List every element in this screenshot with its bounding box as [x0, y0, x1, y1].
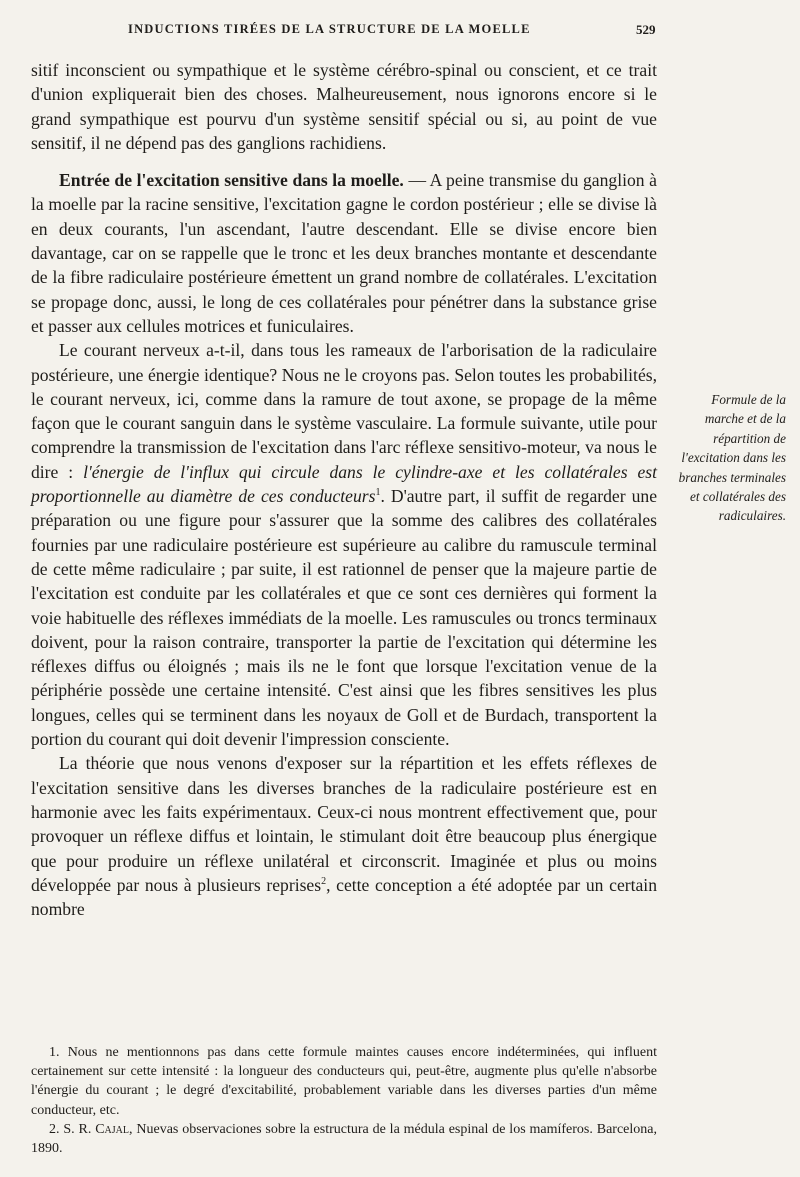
page-number: 529: [636, 22, 656, 37]
footnote-1: 1. Nous ne mentionnons pas dans cette formule maintes causes encore indéterminées, qui influent certainement sur cette intensité : la longueur des conducteurs qui, peut-être, augmente plus qu'elle n'absorbe l'énergie du courant ; le degré d'excitabilité, probablement variable dans les diverses parties d'un même conducteur, etc.: [31, 1045, 657, 1118]
paragraph-4-text-b: , cette conception a été adoptée par un certain nombre: [31, 874, 657, 920]
running-title: INDUCTIONS TIRÉES DE LA STRUCTURE DE LA MOELLE: [128, 22, 531, 36]
section-heading: Entrée de l'excitation sensitive dans la moelle.: [59, 170, 404, 191]
footnote-ref-1[interactable]: 1: [375, 487, 381, 499]
footnote-2-author: Cajal: [95, 1121, 129, 1137]
body-text: [31, 58, 657, 921]
formula-text: l'énergie de l'influx qui circule dans le cylindre-axe et les collatérales est proportionnelle au diamètre de ces conducteurs: [31, 461, 658, 507]
paragraph-4: [31, 751, 657, 921]
margin-note: Formule de la marche et de la répartition de l'excitation dans les branches terminales et collatérales des radiculaires.: [678, 392, 786, 524]
footnote-2: [31, 1120, 657, 1158]
footnote-ref-2[interactable]: 2: [321, 875, 327, 887]
footnotes: [31, 1043, 657, 1158]
paragraph-2: [31, 168, 657, 338]
paragraph-3-text-a: Le courant nerveux a-t-il, dans tous les rameaux de l'arborisation de la radiculaire postérieure, une énergie identique? Nous ne le croyons pas. Selon toutes les probabilités, le courant nerveux, ici, comme dans la ramure de tout axone, se propage de la même façon que le courant sanguin dans le système vasculaire. La formule suivante, utile pour comprendre la transmission de l'excitation dans l'arc réflexe sensitivo-moteur, va nous le dire :: [31, 340, 657, 482]
paragraph-3-text-b: . D'autre part, il suffit de regarder une préparation ou une figure pour s'assurer que la somme des calibres des collatérales fournies par une radiculaire postérieure est supérieure au calibre du ramuscule terminal de cette même radiculaire ; par suite, il est rationnel de penser que la majeure partie de l'excitation est conduite par les collatérales et que ce sont ces dernières qui forment la voie habituelle des réflexes immédiats de la moelle. Les ramuscules ou troncs terminaux doivent, pour la raison contraire, transporter la partie de l'excitation qui détermine les réflexes diffus ou éloignés ; mais ils ne le font que lorsque l'excitation venue de la périphérie possède une certaine intensité. C'est ainsi que les fibres sensitives les plus longues, celles qui se terminent dans les noyaux de Goll et de Burdach, transportent la portion du courant qui doit devenir l'impression consciente.: [31, 486, 657, 750]
paragraph-2-text: — A peine transmise du ganglion à la moelle par la racine sensitive, l'excitation gagne le cordon postérieur ; elle se divise là en deux courants, l'un ascendant, l'autre descendant. Elle se divise encore bien davantage, car on se rappelle que le tronc et les deux branches montante et descendante de la fibre radiculaire postérieure émettent un grand nombre de collatérales. L'excitation se propage donc, aussi, le long de ces collatérales pour pénétrer dans la substance grise et passer aux cellules motrices et funiculaires.: [31, 170, 657, 336]
paragraph-1: sitif inconscient ou sympathique et le système cérébro-spinal ou conscient, et ce trait d'union expliquerait bien des choses. Malheureusement, nous ignorons encore si le grand sympathique est pourvu d'un système sensitif spécial ou si, au point de vue sensitif, il ne dépend pas des ganglions rachidiens.: [31, 60, 657, 153]
paragraph-3: [31, 338, 657, 751]
paragraph-4-text-a: La théorie que nous venons d'exposer sur la répartition et les effets réflexes de l'excitation sensitive dans les diverses branches de la radiculaire postérieure est en harmonie avec les faits expérimentaux. Ceux-ci nous montrent effectivement que, pour provoquer un réflexe diffus et lointain, le stimulant doit être beaucoup plus énergique que pour produire un réflexe unilatéral et circonscrit. Imaginée et plus ou moins développée par nous à plusieurs reprises: [31, 753, 657, 895]
footnote-2-prefix: 2. S. R.: [49, 1121, 96, 1137]
page-header: [0, 22, 800, 44]
footnote-2-citation: , Nuevas observaciones sobre la estructura de la médula espinal de los mamíferos. Barcelona, 1890.: [31, 1121, 657, 1157]
